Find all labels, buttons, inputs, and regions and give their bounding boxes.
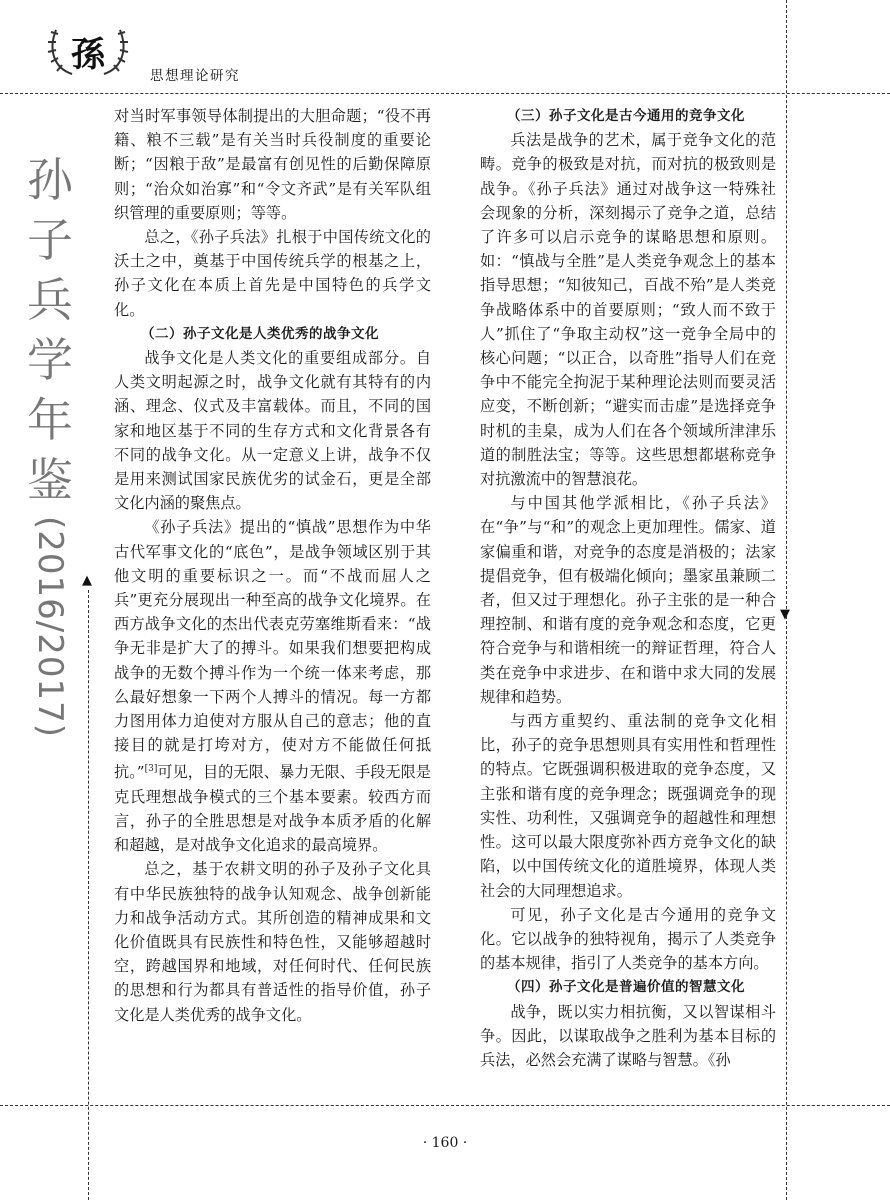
paragraph: 战争文化是人类文化的重要组成部分。自人类文明起源之时，战争文化就有其特有的内涵、理念、仪式及丰富载体。而且，不同的国家和地区基于不同的生存方式和文化背景各有不同的战争文化。从一定意义上讲，战争不仅是用来测试国家民族优劣的试金石，更是全部文化内涵的聚焦点。: [114, 349, 431, 513]
left-dashed-margin: [88, 590, 89, 1200]
paragraph: 总之，《孙子兵法》扎根于中国传统文化的沃土之中，奠基于中国传统兵学的根基之上，孙子文化在本质上首先是中国特色的兵学文化。: [114, 228, 431, 319]
subsection-heading: （三）孙子文化是古今通用的竞争文化: [507, 108, 745, 124]
book-title-char: 年: [27, 393, 73, 447]
book-title-year: (2016/2017): [30, 516, 70, 739]
bottom-dashed-rule: [0, 1105, 890, 1106]
book-title-char: 兵: [27, 273, 73, 327]
logo-glyph: 孫: [71, 35, 105, 75]
paragraph: 对当时军事领导体制提出的大胆命题；“役不再籍、粮不三载”是有关当时兵役制度的重要论断；“因粮于敌”是最富有创见性的后勤保障原则；“治众如治寡”和“令文齐武”是有关军队组织管理的重要原则；等等。: [114, 107, 431, 222]
right-dashed-margin: [786, 0, 787, 1200]
paragraph-text: 可见，目的无限、暴力无限、手段无限是克氏理想战争模式的三个基本要素。较西方而言，孙子的全胜思想是对战争本质矛盾的化解和超越，是对战争文化追求的最高境界。: [114, 763, 431, 855]
paragraph: 可见，孙子文化是古今通用的竞争文化。它以战争的独特视角，揭示了人类竞争的基本规律，指引了人类竞争的基本方向。: [480, 905, 776, 973]
up-arrow-marker: ▲: [82, 573, 92, 588]
paragraph-with-citation: [114, 515, 431, 857]
book-title-char: 学: [27, 333, 73, 387]
section-title: 思想理论研究: [150, 68, 240, 84]
laurel-right-icon: [104, 30, 128, 74]
left-text-column: [114, 104, 431, 1027]
paragraph: 兵法是战争的艺术，属于竞争文化的范畴。竞争的极致是对抗，而对抗的极致则是战争。《孙子兵法》通过对战争这一特殊社会现象的分析，深刻揭示了竞争之道，总结了许多可以启示竞争的谋略思想和原则。如：“慎战与全胜”是人类竞争观念上的基本指导思想；“知彼知己，百战不殆”是人类竞争战略体系中的首要原则；“致人而不致于人”抓住了“争取主动权”这一竞争全局中的核心问题；“以正合，以奇胜”指导人们在竞争中不能完全拘泥于某种理论法则而要灵活应变，不断创新；“避实而击虚”是选择竞争时机的圭臬，成为人们在各个领域所津津乐道的制胜法宝；等等。这些思想都堪称竞争对抗激流中的智慧浪花。: [480, 131, 776, 489]
citation-reference: [3]: [144, 764, 158, 775]
page-number: · 160 ·: [422, 1135, 468, 1151]
book-title-char: 子: [27, 213, 73, 267]
paragraph: 战争，既以实力相抗衡，又以智谋相斗争。因此，以谋取战争之胜利为基本目标的兵法，必然会充满了谋略与智慧。《孙: [480, 1002, 776, 1069]
paragraph: 与中国其他学派相比，《孙子兵法》在“争”与“和”的观念上更加理性。儒家、道家偏重和谐，对竞争的态度是消极的；法家提倡竞争，但有极端化倾向；墨家虽兼顾二者，但又过于理想化。孙子主张的是一种合理控制、和谐有度的竞争观念和态度，它更符合竞争与和谐相统一的辩证哲理，符合人类在竞争中求进步、在和谐中求大同的发展规律和趋势。: [480, 494, 776, 706]
paragraph: 总之，基于农耕文明的孙子及孙子文化具有中华民族独特的战争认知观念、战争创新能力和战争活动方式。其所创造的精神成果和文化价值既具有民族性和特色性，又能够超越时空，跨越国界和地域，对任何时代、任何民族的思想和行为都具有普适性的指导价值，孙子文化是人类优秀的战争文化。: [114, 860, 431, 1024]
book-title-vertical: [18, 150, 82, 738]
book-title-char: 孙: [27, 153, 73, 207]
yearbook-logo: [28, 12, 148, 92]
subsection-heading: （四）孙子文化是普遍价值的智慧文化: [507, 979, 745, 996]
paragraph-text: 《孙子兵法》提出的“慎战”思想作为中华古代军事文化的“底色”，是战争领域区别于其他文明的重要标识之一。而“不战而屈人之兵”更充分展现出一种至高的战争文化境界。在西方战争文化的杰出代表克劳塞维斯看来：“战争无非是扩大了的搏斗。如果我们想要把构成战争的无数个搏斗作为一个统一体来考虑，那么最好想象一下两个人搏斗的情况。每一方都力图用体力迫使对方服从自己的意志；他的直接目的就是打垮对方，使对方不能做任何抵抗。”: [114, 518, 431, 782]
paragraph: 与西方重契约、重法制的竞争文化相比，孙子的竞争思想则具有实用性和哲理性的特点。它既强调积极进取的竞争态度，又主张和谐有度的竞争理念；既强调竞争的现实性、功利性，又强调竞争的超越性和理想性。这可以最大限度弥补西方竞争文化的缺陷，以中国传统文化的道胜境界，体现人类社会的大同理想追求。: [480, 712, 776, 900]
down-arrow-marker: ▼: [780, 607, 790, 622]
top-dashed-rule: [0, 93, 890, 94]
book-title-char: 鉴: [27, 453, 73, 507]
subsection-heading: （二）孙子文化是人类优秀的战争文化: [141, 325, 379, 342]
laurel-left-icon: [48, 30, 72, 74]
right-text-column: [480, 104, 776, 1072]
